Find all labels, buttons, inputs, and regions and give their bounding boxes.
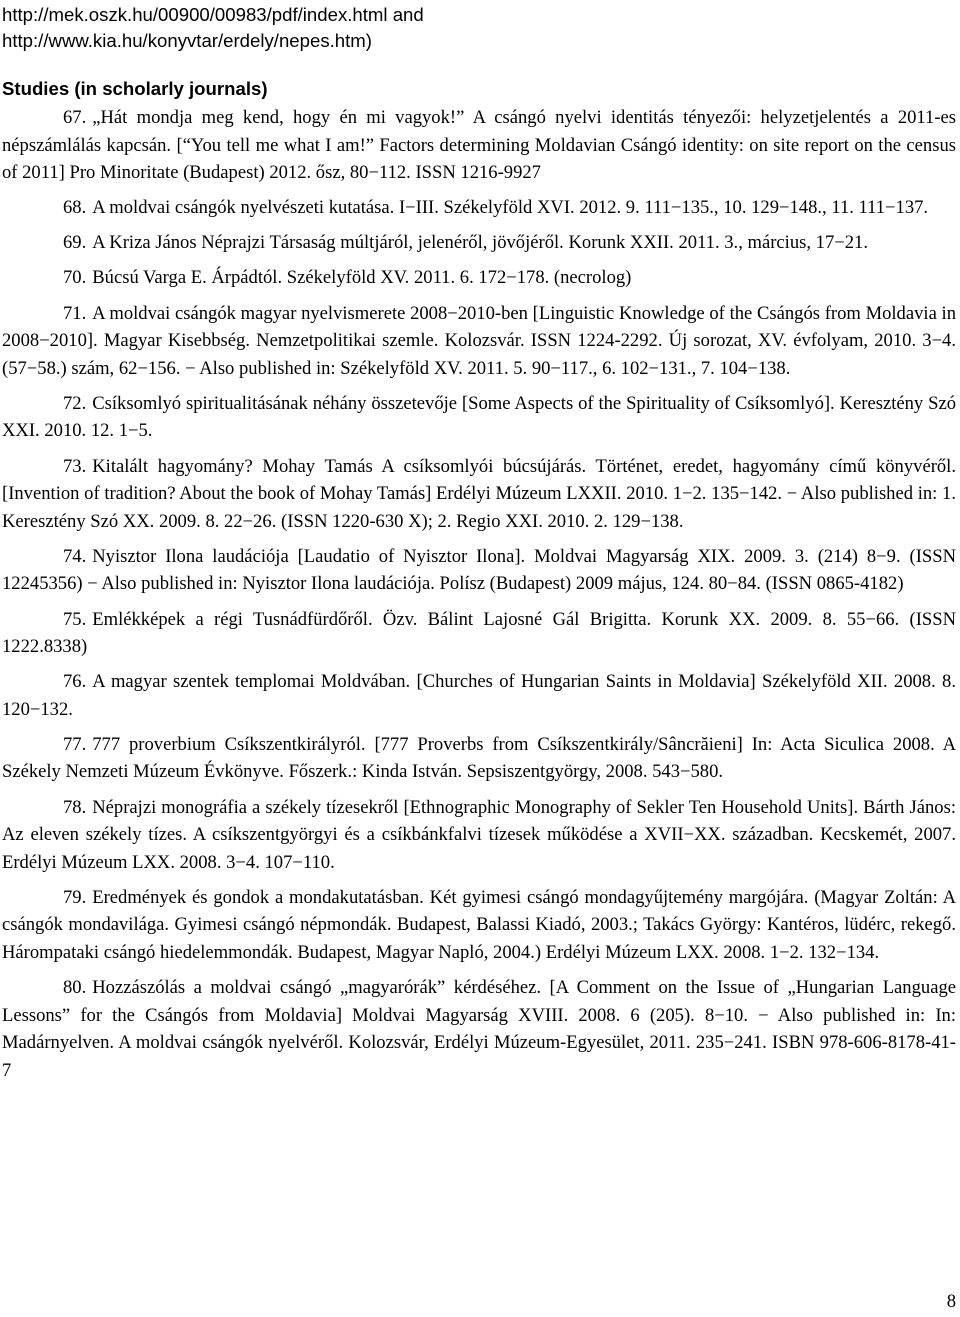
list-item [2, 884, 956, 967]
url-line-1[interactable]: http://mek.oszk.hu/00900/00983/pdf/index.html and [2, 4, 424, 25]
section-heading: Studies (in scholarly journals) [2, 78, 268, 99]
entry-number: 67. [63, 107, 87, 128]
entry-number: 70. [63, 267, 87, 289]
entry-text: Eredmények és gondok a mondakutatásban. Két gyimesi csángó mondagyűjtemény margójára. (Magyar Zoltán: A csángók mondavilága. Gyimesi csángó népmondák. Budapest, Balassi Kiadó, 2003.; Takács György: Kantéros, lüdérc, rekegő. Hárompataki csángó hiedelemmondák. Budapest, Magyar Napló, 2004.) Erdélyi Múzeum LXX. 2008. 1−2. 132−134. [2, 886, 956, 964]
entry-text: Kitalált hagyomány? Mohay Tamás A csíksomlyói búcsújárás. Történet, eredet, hagyomány című könyvéről. [Invention of tradition? About the book of Mohay Tamás] Erdélyi Múzeum LXXII. 2010. 1−2. 135−142. − Also published in: 1. Keresztény Szó XX. 2009. 8. 22−26. (ISSN 1220-630 X); 2. Regio XXI. 2010. 2. 129−138. [2, 455, 956, 532]
entry-text: Hozzászólás a moldvai csángó „magyarórák” kérdéséhez. [A Comment on the Issue of „Hungarian Language Lessons” for the Csángós from Moldavia] Moldvai Magyarság XVIII. 2008. 6 (205). 8−10. − Also published in: In: Madárnyelven. A moldvai csángók nyelvéről. Kolozsvár, Erdélyi Múzeum-Egyesület, 2011. 235−241. ISBN 978-606-8178-41-7 [2, 977, 956, 1081]
entry-number: 78. [63, 796, 87, 818]
bibliography-list [2, 104, 956, 1085]
entry-text: Búcsú Varga E. Árpádtól. Székelyföld XV. 2011. 6. 172−178. (necrolog) [92, 267, 632, 289]
entry-text: Néprajzi monográfia a székely tízesekről [Ethnographic Monography of Sekler Ten Household Units]. Bárth János: Az eleven székely tízes. A csíkszentgyörgyi és a csíkbánkfalvi tízesek működése a XVII−XX. században. Kecskemét, 2007. Erdélyi Múzeum LXX. 2008. 3−4. 107−110. [2, 796, 956, 873]
entry-number: 72. [63, 392, 87, 414]
list-item [2, 300, 956, 383]
entry-number: 68. [63, 197, 87, 219]
list-item [2, 731, 956, 786]
document-page [2, 2, 956, 1092]
list-item [2, 794, 956, 877]
list-item [2, 668, 956, 723]
list-item [2, 543, 956, 598]
url-line-2[interactable]: http://www.kia.hu/konyvtar/erdely/nepes.htm) [2, 30, 372, 51]
entry-text: A magyar szentek templomai Moldvában. [Churches of Hungarian Saints in Moldavia] Székelyföld XII. 2008. 8. 120−132. [2, 671, 956, 720]
list-item [2, 264, 956, 292]
list-item [2, 606, 956, 661]
entry-number: 75. [63, 608, 87, 630]
url-lines [2, 2, 956, 54]
list-item [2, 453, 956, 536]
entry-text: A moldvai csángók magyar nyelvismerete 2008−2010-ben [Linguistic Knowledge of the Csángós from Moldavia in 2008−2010]. Magyar Kisebbség. Nemzetpolitikai szemle. Kolozsvár. ISSN 1224-2292. Új sorozat, XV. évfolyam, 2010. 3−4. (57−58.) szám, 62−156. − Also published in: Székelyföld XV. 2011. 5. 90−117., 6. 102−131., 7. 104−138. [2, 302, 956, 379]
entry-number: 69. [63, 232, 87, 254]
entry-number: 73. [63, 455, 87, 477]
entry-number: 74. [63, 545, 87, 567]
entry-text: Nyisztor Ilona laudációja [Laudatio of Nyisztor Ilona]. Moldvai Magyarság XIX. 2009. 3. (214) 8−9. (ISSN 12245356) − Also published in: Nyisztor Ilona laudációja. Polísz (Budapest) 2009 május, 124. 80−84. (ISSN 0865-4182) [2, 545, 956, 595]
entry-text: „Hát mondja meg kend, hogy én mi vagyok!” A csángó nyelvi identitás tényezői: helyzetjelentés a 2011-es népszámlálás kapcsán. [“You tell me what I am!” Factors determining Moldavian Csángó identity: on site report on the census of 2011] Pro Minoritate (Budapest) 2012. ősz, 80−112. ISSN 1216-9927 [2, 107, 956, 184]
entry-text: A moldvai csángók nyelvészeti kutatása. I−III. Székelyföld XVI. 2012. 9. 111−135., 10. 129−148., 11. 111−137. [92, 197, 929, 219]
entry-number: 77. [63, 733, 87, 755]
entry-number: 79. [63, 886, 87, 908]
entry-text: 777 proverbium Csíkszentkirályról. [777 Proverbs from Csíkszentkirály/Sâncrăieni] In: Acta Siculica 2008. A Székely Nemzeti Múzeum Évkönyve. Főszerk.: Kinda István. Sepsiszentgyörgy, 2008. 543−580. [2, 733, 956, 783]
list-item [2, 390, 956, 445]
list-item [2, 229, 956, 257]
list-item [2, 974, 956, 1084]
page-number: 8 [946, 1291, 956, 1312]
list-item [2, 194, 956, 222]
entry-text: Emlékképek a régi Tusnádfürdőről. Özv. Bálint Lajosné Gál Brigitta. Korunk XX. 2009. 8. 55−66. (ISSN 1222.8338) [2, 608, 956, 658]
entry-text: A Kriza János Néprajzi Társaság múltjáról, jelenéről, jövőjéről. Korunk XXII. 2011. 3., március, 17−21. [92, 232, 868, 254]
entry-text: Csíksomlyó spiritualitásának néhány összetevője [Some Aspects of the Spirituality of Csíksomlyó]. Keresztény Szó XXI. 2010. 12. 1−5. [2, 392, 956, 442]
entry-number: 80. [63, 977, 87, 999]
entry-number: 71. [63, 302, 87, 324]
list-item [2, 104, 956, 187]
entry-number: 76. [63, 671, 87, 693]
